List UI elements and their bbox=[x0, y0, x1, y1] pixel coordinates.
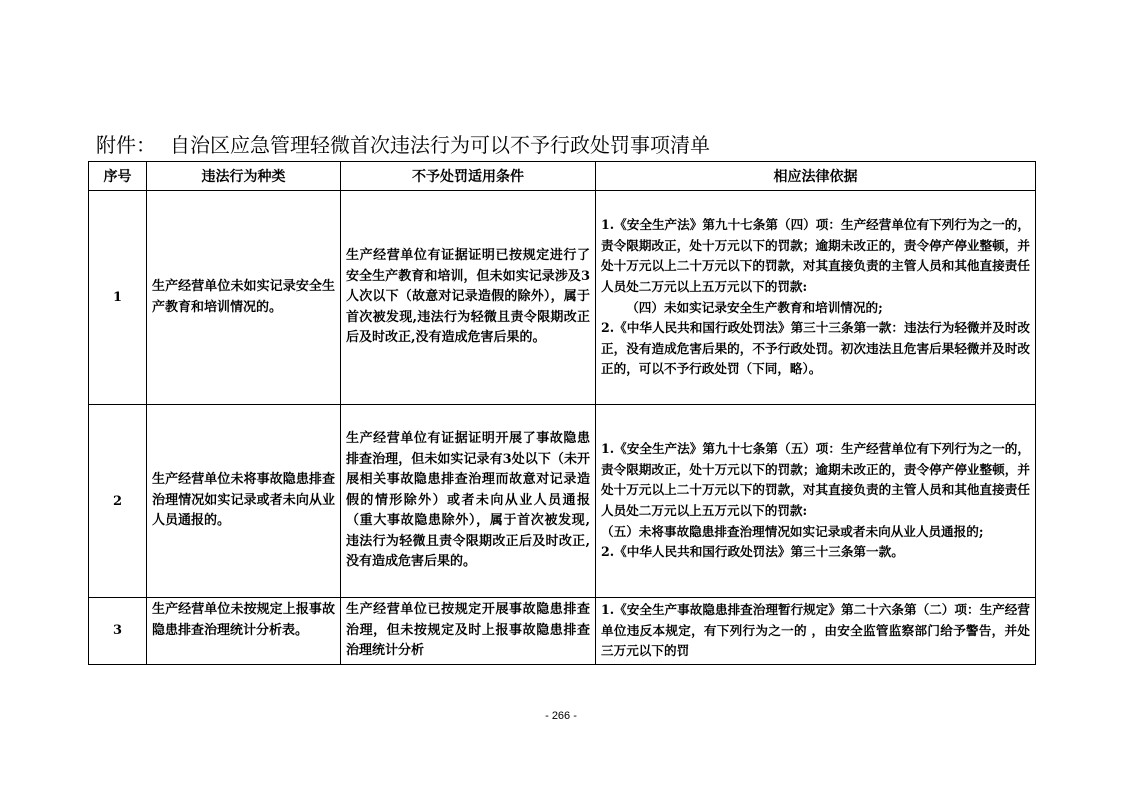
penalty-exemption-table bbox=[88, 161, 1036, 665]
row-violation-type: 生产经营单位未按规定上报事故隐患排查治理统计分析表。 bbox=[152, 602, 335, 638]
law-line: 1.《安全生产法》第九十七条第（五）项：生产经营单位有下列行为之一的，责令限期改正，处十万元以下的罚款；逾期未改正的，责令停产停业整顿，并处十万元以上二十万元以下的罚款，对其直接负责的主管人员和其他直接责任人员处二万元以上五万元以下的罚款: bbox=[601, 441, 1030, 518]
title-prefix: 附件： bbox=[96, 133, 156, 157]
header-seq: 序号 bbox=[89, 162, 147, 191]
header-exemption-condition: 不予处罚适用条件 bbox=[341, 162, 596, 191]
row-condition-cell bbox=[341, 598, 596, 665]
table-row bbox=[89, 405, 1036, 598]
row-law-cell bbox=[596, 191, 1036, 405]
law-line: （四）未如实记录安全生产教育和培训情况的; bbox=[626, 299, 883, 315]
table-header-row bbox=[89, 162, 1036, 191]
row-seq: 3 bbox=[89, 598, 147, 665]
row-condition: 生产经营单位有证据证明已按规定进行了安全生产教育和培训，但未如实记录涉及3人次以下（故意对记录造假的除外），属于首次被发现,违法行为轻微且责令限期改正后及时改正,没有造成危害后果的。 bbox=[346, 248, 590, 346]
row-condition-cell bbox=[341, 405, 596, 598]
row-law-cell bbox=[596, 405, 1036, 598]
table-row bbox=[89, 191, 1036, 405]
row-violation-type: 生产经营单位未将事故隐患排查治理情况如实记录或者未向从业人员通报的。 bbox=[152, 472, 335, 529]
law-line: 1.《安全生产法》第九十七条第（四）项：生产经营单位有下列行为之一的，责令限期改正，处十万元以下的罚款；逾期未改正的，责令停产停业整顿，并处十万元以上二十万元以下的罚款，对其直接负责的主管人员和其他直接责任人员处二万元以上五万元以下的罚款: bbox=[601, 217, 1030, 294]
row-law bbox=[596, 213, 1035, 382]
page-number: - 266 - bbox=[545, 710, 577, 722]
title-text: 自治区应急管理轻微首次违法行为可以不予行政处罚事项清单 bbox=[170, 133, 710, 157]
law-line: 1.《安全生产事故隐患排查治理暂行规定》第二十六条第（二）项：生产经营单位违反本规定，有下列行为之一的 ，由安全监管监察部门给予警告，并处三万元以下的罚 bbox=[601, 602, 1030, 659]
row-condition: 生产经营单位已按规定开展事故隐患排查治理，但未按规定及时上报事故隐患排查治理统计分析 bbox=[346, 602, 590, 659]
row-condition-cell bbox=[341, 191, 596, 405]
row-violation-type-cell bbox=[147, 598, 341, 665]
header-legal-basis: 相应法律依据 bbox=[596, 162, 1036, 191]
row-law bbox=[596, 437, 1035, 565]
row-condition: 生产经营单位有证据证明开展了事故隐患排查治理，但未如实记录有3处以下（未开展相关事故隐患排查治理而故意对记录造假的情形除外）或者未向从业人员通报（重大事故隐患除外），属于首次被发现,违法行为轻微且责令限期改正后及时改正,没有造成危害后果的。 bbox=[346, 430, 590, 570]
row-violation-type: 生产经营单位未如实记录安全生产教育和培训情况的。 bbox=[152, 278, 335, 315]
row-violation-type-cell bbox=[147, 191, 341, 405]
row-seq: 2 bbox=[89, 405, 147, 598]
row-violation-type-cell bbox=[147, 405, 341, 598]
law-line: 2.《中华人民共和国行政处罚法》第三十三条第一款。 bbox=[601, 544, 904, 560]
law-line: 2.《中华人民共和国行政处罚法》第三十三条第一款：违法行为轻微并及时改正，没有造成危害后果的，不予行政处罚。初次违法且危害后果轻微并及时改正的，可以不予行政处罚（下同，略）。 bbox=[601, 320, 1030, 377]
law-line: （五）未将事故隐患排查治理情况如实记录或者未向从业人员通报的; bbox=[601, 523, 984, 539]
row-law-cell bbox=[596, 598, 1036, 665]
row-seq: 1 bbox=[89, 191, 147, 405]
row-law bbox=[596, 598, 1035, 664]
header-violation-type: 违法行为种类 bbox=[147, 162, 341, 191]
table-row bbox=[89, 598, 1036, 665]
document-title bbox=[96, 131, 710, 159]
